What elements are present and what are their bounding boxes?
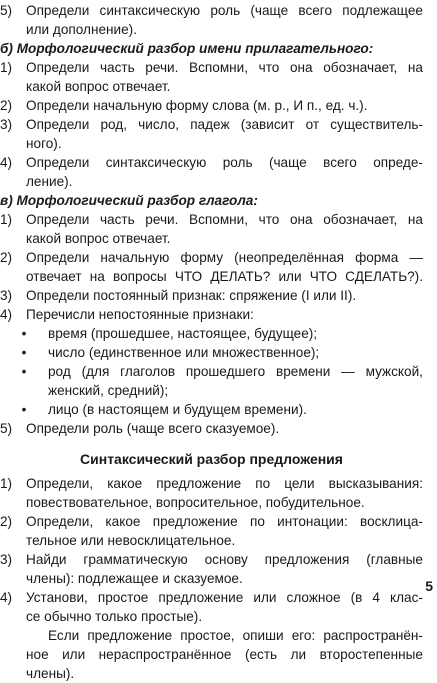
subsection-heading [0, 39, 423, 58]
list-item [0, 588, 423, 607]
item-number: 1) [0, 212, 13, 227]
line-text: тельное или невосклицательное. [26, 533, 236, 548]
bullet-marker: • [21, 326, 27, 341]
list-item [0, 96, 423, 115]
item-number: 2) [0, 98, 13, 113]
list-item [0, 153, 423, 172]
line-text: число (единственное или множественное); [48, 345, 320, 360]
line-text: Найди грамматическую основу предложения (главные [26, 552, 423, 567]
line-text: лицо (в настоящем и будущем времени). [48, 402, 307, 417]
line-text: повествовательное, вопросительное, побудительное. [26, 495, 365, 510]
line-text: Если предложение простое, опиши его: распространён- [48, 628, 423, 643]
list-item-continuation [0, 569, 423, 588]
line-text: б) Морфологический разбор имени прилагательного: [0, 41, 374, 56]
line-text: род (для глаголов прошедшего времени — мужской, [48, 364, 423, 379]
line-text: ного). [26, 136, 62, 151]
list-item-continuation [0, 664, 423, 683]
line-text: какой вопрос отвечает. [26, 231, 171, 246]
line-text: в) Морфологический разбор глагола: [0, 193, 258, 208]
subsection-heading [0, 191, 423, 210]
page-number: 5 [425, 578, 433, 594]
list-item-continuation [0, 20, 423, 39]
list-item-continuation [0, 267, 423, 286]
list-item-continuation [0, 493, 423, 512]
item-number: 4) [0, 307, 13, 322]
list-item-continuation [0, 531, 423, 550]
line-text: члены). [26, 666, 75, 681]
bullet-marker: • [21, 345, 27, 360]
line-text: Определи постоянный признак: спряжение (I или II). [26, 288, 357, 303]
line-text: Установи, простое предложение или сложное (в 4 клас- [26, 590, 423, 605]
line-text: Определи роль (чаще всего сказуемое). [26, 421, 280, 436]
item-number: 2) [0, 514, 13, 529]
line-text: Определи часть речи. Вспомни, что она обозначает, на [26, 212, 423, 227]
line-text: Перечисли непостоянные признаки: [26, 307, 254, 322]
list-item [0, 58, 423, 77]
line-text: се обычно только простые). [26, 609, 203, 624]
line-text: Определи, какое предложение по интонации: восклица- [26, 514, 423, 529]
line-text: отвечает на вопросы ЧТО ДЕЛАТЬ? или ЧТО СДЕЛАТЬ?). [26, 269, 423, 284]
item-number: 2) [0, 250, 13, 265]
bullet-marker: • [21, 402, 27, 417]
item-number: 1) [0, 476, 13, 491]
line-text: женский, средний); [48, 383, 169, 398]
bullet-item [0, 343, 423, 362]
morphology-section [0, 1, 423, 438]
list-item [0, 286, 423, 305]
line-text: какой вопрос отвечает. [26, 79, 171, 94]
bullet-continuation [0, 381, 423, 400]
line-text: Определи часть речи. Вспомни, что она обозначает, на [26, 60, 423, 75]
list-item [0, 474, 423, 493]
line-text: Определи синтаксическую роль (чаще всего опреде- [26, 155, 423, 170]
bullet-item [0, 362, 423, 381]
list-item [0, 512, 423, 531]
list-item [0, 419, 423, 438]
line-text: Определи синтаксическую роль (чаще всего подлежащее [26, 3, 423, 18]
section-title: Синтаксический разбор предложения [80, 451, 343, 467]
line-text: Определи род, число, падеж (зависит от существитель- [26, 117, 423, 132]
syntax-section [0, 474, 423, 683]
line-text: Определи начальную форму (неопределённая форма — [26, 250, 423, 265]
line-text: Определи начальную форму слова (м. р., И п., ед. ч.). [26, 98, 368, 113]
item-number: 5) [0, 3, 13, 18]
list-item-continuation [0, 77, 423, 96]
list-item [0, 248, 423, 267]
line-text: ное или нераспространённое (есть ли второстепенные [26, 647, 423, 662]
line-text: или дополнение). [26, 22, 137, 37]
item-number: 4) [0, 155, 13, 170]
list-item [0, 305, 423, 324]
list-item-continuation [0, 607, 423, 626]
list-item [0, 1, 423, 20]
list-item [0, 550, 423, 569]
list-item-continuation [0, 134, 423, 153]
item-number: 1) [0, 60, 13, 75]
bullet-marker: • [21, 364, 27, 379]
line-text: ление). [26, 174, 73, 189]
list-item-continuation [0, 229, 423, 248]
item-number: 5) [0, 421, 13, 436]
bullet-item [0, 324, 423, 343]
item-number: 3) [0, 552, 13, 567]
list-item-continuation [0, 645, 423, 664]
paragraph-line [0, 626, 423, 645]
bullet-item [0, 400, 423, 419]
list-item [0, 210, 423, 229]
line-text: Определи, какое предложение по цели высказывания: [26, 476, 423, 491]
line-text: члены): подлежащее и сказуемое. [26, 571, 243, 586]
list-item-continuation [0, 172, 423, 191]
item-number: 3) [0, 117, 13, 132]
line-text: время (прошедшее, настоящее, будущее); [48, 326, 318, 341]
list-item [0, 115, 423, 134]
item-number: 4) [0, 590, 13, 605]
item-number: 3) [0, 288, 13, 303]
